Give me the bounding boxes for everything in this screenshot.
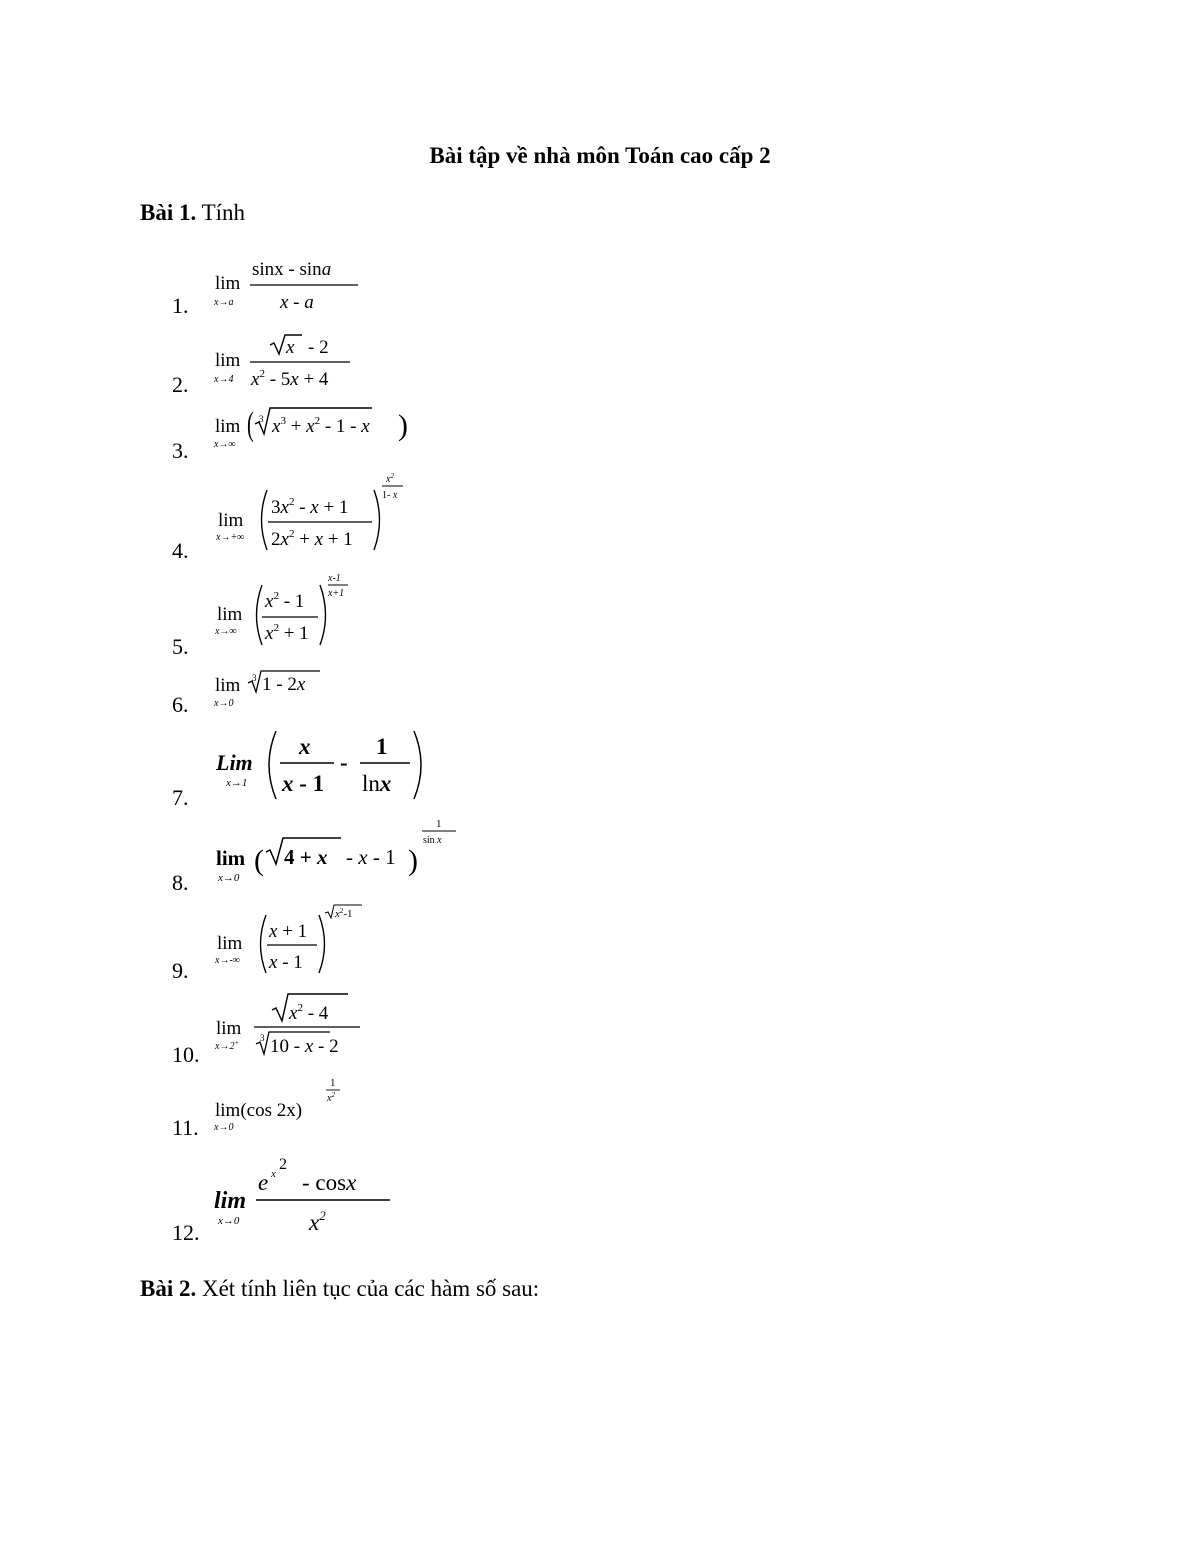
svg-text:lim: lim xyxy=(216,1018,242,1039)
svg-text:x→a: x→a xyxy=(214,297,234,308)
svg-text:lim: lim xyxy=(215,416,241,437)
exercise-4-formula xyxy=(210,470,420,560)
svg-text:): ) xyxy=(408,844,418,877)
svg-text:- 2: - 2 xyxy=(308,337,329,358)
svg-text:lnx: lnx xyxy=(362,771,392,796)
exercise-8-formula xyxy=(210,815,470,890)
svg-text:10 - x - 2: 10 - x - 2 xyxy=(270,1036,339,1057)
section-2-label: Bài 2. xyxy=(140,1276,197,1301)
svg-text:- x - 1: - x - 1 xyxy=(346,845,396,869)
svg-text:lim: lim xyxy=(216,846,246,870)
svg-text:x+1: x+1 xyxy=(328,588,345,599)
svg-text:-: - xyxy=(340,750,348,775)
svg-text:x2 - 5x + 4: $x^2 - 5x + 4$ xyxy=(251,368,329,390)
svg-text:(: ( xyxy=(247,405,254,444)
exercise-3-formula xyxy=(210,402,420,454)
svg-text:1: 1 xyxy=(330,1077,336,1089)
svg-text:x→0: x→0 xyxy=(218,872,240,884)
svg-text:lim(cos 2x): lim(cos 2x) xyxy=(215,1100,303,1121)
exercise-3-number: 3. xyxy=(172,438,189,463)
exercise-2-number: 2. xyxy=(172,372,189,397)
svg-text:x3 + x2 - 1 - x: $x^3 + x^2 - 1 - x$ xyxy=(272,415,370,437)
section-1-heading xyxy=(140,200,245,226)
exercise-2-formula xyxy=(210,332,380,394)
svg-text:x + 1: x + 1 xyxy=(269,921,308,942)
section-2-heading xyxy=(140,1276,539,1302)
svg-text:x→∞: x→∞ xyxy=(215,626,237,637)
document-title: Bài tập về nhà môn Toán cao cấp 2 xyxy=(429,143,771,168)
svg-text:x - 1: x - 1 xyxy=(282,771,325,796)
exercise-8-number: 8. xyxy=(172,870,189,895)
exercise-1-number: 1. xyxy=(172,293,189,318)
svg-text:- cosx: - cosx xyxy=(302,1170,357,1195)
svg-text:x2 + 1: $x^2 + 1$ xyxy=(265,622,309,644)
exercise-5-number: 5. xyxy=(172,634,189,659)
exercise-6-formula xyxy=(210,668,340,710)
svg-text:Lim: Lim xyxy=(216,750,253,775)
exercise-7-formula xyxy=(210,725,440,805)
exercise-12-number: 12. xyxy=(172,1220,200,1245)
svg-text:x→0: x→0 xyxy=(218,1215,240,1227)
svg-text:x - a: x - a xyxy=(280,292,314,313)
svg-text:x2: $x^2$ xyxy=(327,1091,335,1104)
exercise-11-number: 11. xyxy=(172,1115,199,1140)
exercise-4-number: 4. xyxy=(172,538,189,563)
svg-text:x2: $x^2$ xyxy=(309,1208,326,1235)
svg-text:x→+∞: x→+∞ xyxy=(216,532,245,543)
svg-text:lim: lim xyxy=(215,273,241,294)
svg-text:1: 1 xyxy=(376,734,388,759)
exercise-12-formula xyxy=(210,1150,410,1240)
exercise-1-formula xyxy=(210,255,380,317)
svg-text:x→0: x→0 xyxy=(214,698,234,709)
svg-text:x2 - 1: $x^2 - 1$ xyxy=(265,590,305,612)
svg-text:2: 2 xyxy=(279,1156,287,1173)
svg-text:x - 1: x - 1 xyxy=(269,952,303,973)
svg-text:4 + x: 4 + x xyxy=(284,845,328,869)
svg-text:x-1: x-1 xyxy=(328,573,341,584)
svg-text:x2: $x^2$ xyxy=(386,472,394,485)
svg-text:lim: lim xyxy=(215,350,241,371)
svg-text:): ) xyxy=(398,409,408,442)
svg-text:1- x: 1- x xyxy=(382,490,398,501)
svg-text:x: x xyxy=(271,1168,276,1180)
exercise-10-formula xyxy=(210,990,380,1062)
svg-text:e: e xyxy=(258,1170,269,1195)
svg-text:(: ( xyxy=(254,844,264,877)
exercise-6-number: 6. xyxy=(172,692,189,717)
svg-text:x: x xyxy=(299,734,311,759)
svg-text:x2-1: $x^2-1$ xyxy=(335,907,353,920)
section-1-label: Bài 1. xyxy=(140,200,197,225)
exercise-9-number: 9. xyxy=(172,958,189,983)
svg-text:x→-∞: x→-∞ xyxy=(215,955,240,966)
svg-text:lim: lim xyxy=(218,510,244,531)
exercise-10-number: 10. xyxy=(172,1042,200,1067)
exercise-7-number: 7. xyxy=(172,785,189,810)
svg-text:x→4: x→4 xyxy=(214,374,234,385)
svg-text:2x2 + x + 1: $2x^2 + x + 1$ xyxy=(271,528,353,550)
svg-text:lim: lim xyxy=(217,604,243,625)
svg-text:3x2 - x + 1: $3x^2 - x + 1$ xyxy=(271,496,349,518)
section-2-text: Xét tính liên tục của các hàm số sau: xyxy=(201,1276,540,1301)
svg-text:lim: lim xyxy=(214,1188,247,1214)
svg-text:3: 3 xyxy=(252,673,257,683)
svg-text:sinx - sina: sinx - sina xyxy=(252,259,332,280)
svg-text:x→∞: x→∞ xyxy=(214,439,236,450)
svg-text:x→2+: x→2+ xyxy=(215,1039,240,1052)
svg-text:x2 - 4: $x^2 - 4$ xyxy=(289,1002,329,1024)
svg-text:1: 1 xyxy=(436,818,442,830)
svg-text:x→0: x→0 xyxy=(214,1122,234,1133)
svg-text:1 - 2x: 1 - 2x xyxy=(262,674,306,695)
exercise-5-formula xyxy=(210,570,380,654)
exercise-11-formula xyxy=(210,1072,360,1134)
svg-text:x: x xyxy=(286,337,295,358)
exercise-9-formula xyxy=(210,900,380,980)
svg-text:lim: lim xyxy=(217,933,243,954)
svg-text:3: 3 xyxy=(260,1033,265,1043)
svg-text:x→1: x→1 xyxy=(226,777,248,789)
svg-text:3: 3 xyxy=(259,414,264,424)
section-1-text: Tính xyxy=(201,200,246,225)
svg-text:lim: lim xyxy=(215,675,241,696)
svg-text:sin x: sin x xyxy=(423,835,442,846)
